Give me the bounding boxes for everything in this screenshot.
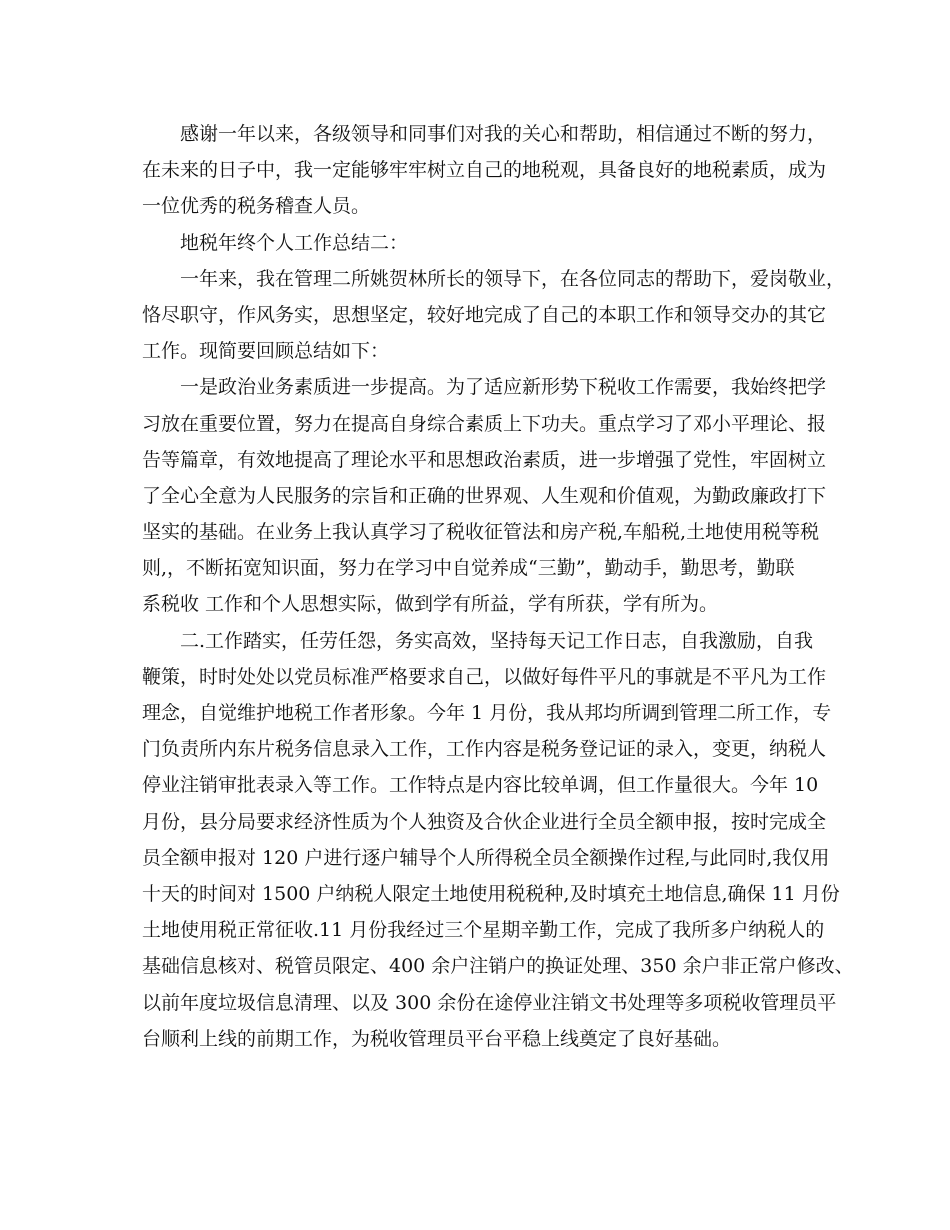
- text-line: 系税收 工作和个人思想实际，做到学有所益，学有所获，学有所为。: [142, 593, 719, 616]
- text-line: 了全心全意为人民服务的宗旨和正确的世界观、人生观和价值观，为勤政廉政打下: [142, 484, 827, 507]
- text-line: 台顺利上线的前期工作，为税收管理员平台平稳上线奠定了良好基础。: [142, 1027, 732, 1050]
- text-line: 则,，不断拓宽知识面，努力在学习中自觉养成“三勤”，勤动手，勤思考，勤联: [142, 557, 795, 580]
- text-line: 感谢一年以来，各级领导和同事们对我的关心和帮助，相信通过不断的努力，: [180, 123, 827, 145]
- paragraph-political-quality: [142, 369, 827, 622]
- text-line: 习放在重要位置，努力在提高自身综合素质上下功夫。重点学习了邓小平理论、报: [142, 412, 827, 435]
- text-line: 鞭策，时时处处以党员标准严格要求自己，以做好每件平凡的事就是不平凡为工作: [142, 665, 827, 688]
- text-line: 一是政治业务素质进一步提高。为了适应新形势下税收工作需要，我始终把学: [180, 376, 827, 399]
- text-line: 一位优秀的税务稽查人员。: [142, 195, 371, 218]
- text-line: 基础信息核对、税管员限定、400 余户注销户的换证处理、350 余户非正常户修改、: [142, 955, 854, 978]
- text-line: 理念，自觉维护地税工作者形象。今年 1 月份，我从邦均所调到管理二所工作，专: [142, 702, 832, 724]
- text-line: 停业注销审批表录入等工作。工作特点是内容比较单调，但工作量很大。今年 10: [142, 774, 819, 797]
- section-heading: [142, 225, 822, 261]
- text-line: 告等篇章，有效地提高了理论水平和思想政治素质，进一步增强了党性，牢固树立: [142, 448, 827, 471]
- paragraph-intro: [142, 261, 846, 370]
- text-line: 门负责所内东片税务信息录入工作，工作内容是税务登记证的录入，变更，纳税人: [142, 738, 827, 761]
- text-line: 一年来，我在管理二所姚贺林所长的领导下，在各位同志的帮助下，爱岗敬业，: [180, 267, 846, 290]
- document-body: [142, 116, 854, 1057]
- text-line: 月份，县分局要求经济性质为个人独资及合伙企业进行全员全额申报，按时完成全: [142, 810, 827, 833]
- paragraph-work-practice: [142, 623, 854, 1057]
- text-line: 二.工作踏实，任劳任怨，务实高效，坚持每天记工作日志，自我激励，自我: [180, 629, 814, 652]
- text-line: 十天的时间对 1500 户纳税人限定土地使用税税种,及时填充土地信息,确保 11 月份: [142, 882, 840, 905]
- text-line: 员全额申报对 120 户进行逐户辅导个人所得税全员全额操作过程,与此同时,我仅用: [142, 846, 830, 869]
- text-line: 工作。现简要回顾总结如下：: [142, 340, 390, 363]
- text-line: 土地使用税正常征收.11 月份我经过三个星期辛勤工作，完成了我所多户纳税人的: [142, 919, 825, 942]
- heading-line: 地税年终个人工作总结二：: [180, 231, 409, 254]
- text-line: 在未来的日子中，我一定能够牢牢树立自己的地税观，具备良好的地税素质，成为: [142, 159, 827, 182]
- paragraph-thanks: [142, 116, 827, 225]
- text-line: 坚实的基础。在业务上我认真学习了税收征管法和房产税,车船税,土地使用税等税: [142, 521, 820, 544]
- text-line: 恪尽职守，作风务实，思想坚定，较好地完成了自己的本职工作和领导交办的其它: [142, 303, 827, 326]
- text-line: 以前年度垃圾信息清理、以及 300 余份在途停业注销文书处理等多项税收管理员平: [142, 991, 837, 1014]
